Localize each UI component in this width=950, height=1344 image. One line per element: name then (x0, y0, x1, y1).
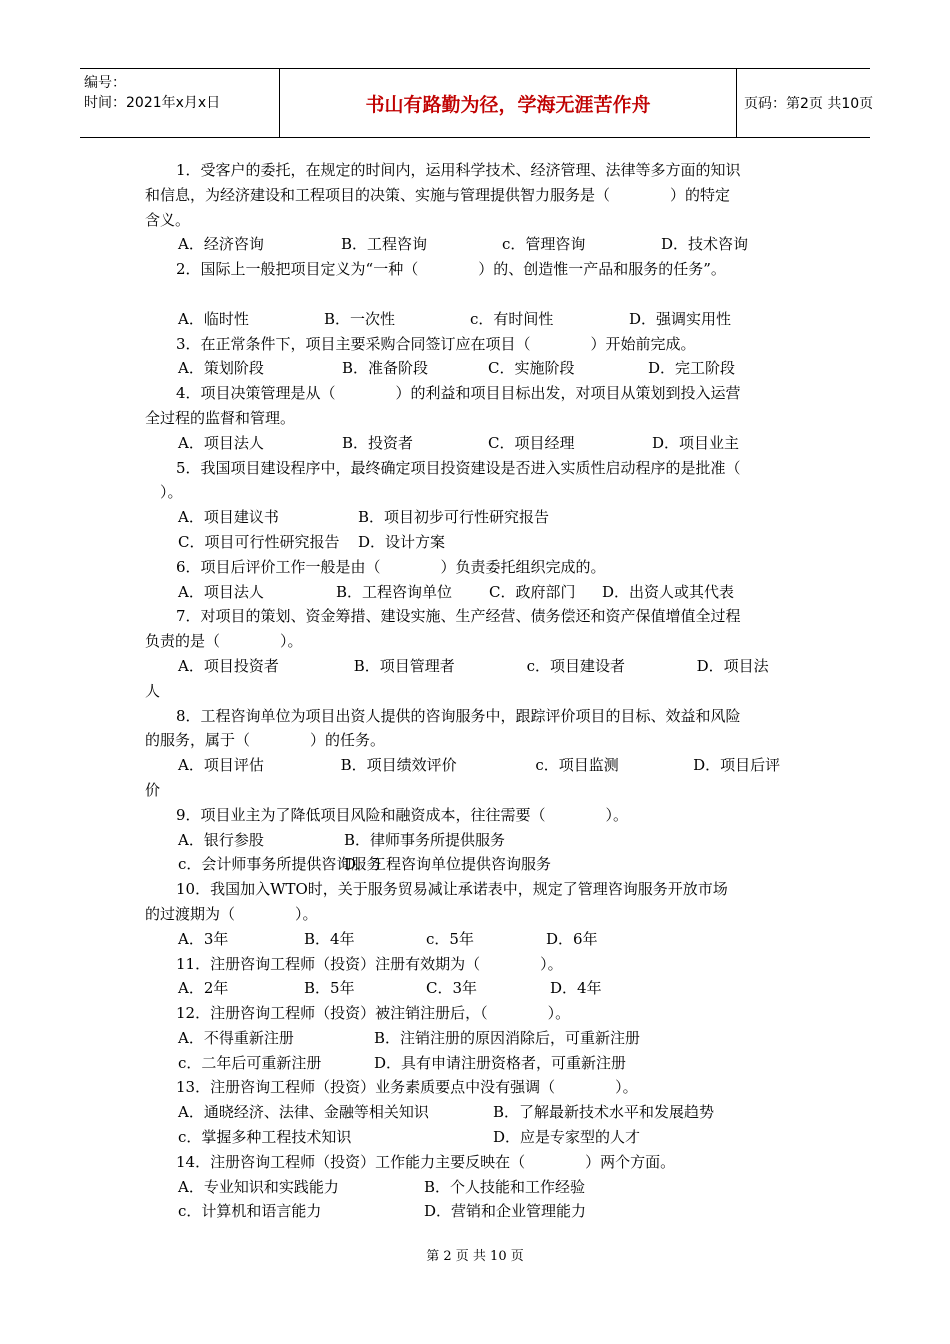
option-item: C．政府部门 (489, 582, 576, 601)
question-14-stem-line: 14．注册咨询工程师（投资）工作能力主要反映在（ ）两个方面。 (176, 1152, 676, 1171)
option-item: A．项目投资者 (178, 656, 279, 675)
question-14-options (145, 1175, 810, 1200)
option-item: B．一次性 (324, 309, 396, 328)
option-item: C．3年 (426, 979, 478, 998)
option-item: D．具有申请注册资格者，可重新注册 (374, 1053, 627, 1072)
option-item: A．2年 (178, 979, 229, 998)
option-item: D．应是专家型的人才 (493, 1128, 641, 1147)
option-item: A．项目评估 (178, 756, 264, 775)
option-item: C．项目经理 (488, 433, 575, 452)
header-meta (80, 69, 280, 137)
question-9-stem-line: 9．项目业主为了降低项目风险和融资成本，往往需要（ ）。 (176, 805, 629, 824)
question-9-options (145, 828, 810, 853)
question-5-stem-line: 5．我国项目建设程序中，最终确定项目投资建设是否进入实质性启动程序的是批准（ (176, 458, 741, 477)
question-12-options (145, 1051, 810, 1076)
option-item: D．出资人或其代表 (602, 582, 735, 601)
option-item: B．4年 (304, 929, 355, 948)
question-5-options (145, 530, 810, 555)
question-4-stem-line: 全过程的监督和管理。 (145, 408, 296, 427)
option-item: D．营销和企业管理能力 (424, 1202, 587, 1221)
question-3-options (145, 356, 810, 381)
question-13-stem-line: 13．注册咨询工程师（投资）业务素质要点中没有强调（ ）。 (176, 1078, 638, 1097)
option-item: D．项目法 (696, 656, 769, 675)
option-item: C．实施阶段 (488, 359, 575, 378)
option-item: c．项目监测 (535, 756, 619, 775)
option-item: A．项目法人 (178, 433, 264, 452)
question-3-stem-line: 3．在正常条件下，项目主要采购合同签订应在项目（ ）开始前完成。 (176, 334, 696, 353)
question-1-stem-line: 含义。 (145, 210, 191, 229)
option-item: D．设计方案 (358, 532, 446, 551)
option-tail: 人 (145, 681, 161, 700)
option-item: D．完工阶段 (648, 359, 736, 378)
option-item: B．律师事务所提供服务 (344, 830, 506, 849)
option-item: B．项目初步可行性研究报告 (358, 508, 550, 527)
question-list (145, 158, 810, 1224)
option-item: B．个人技能和工作经验 (424, 1177, 586, 1196)
option-tail: 价 (145, 780, 161, 799)
option-item: A．项目建议书 (178, 508, 279, 527)
question-6-stem-line: 6．项目后评价工作一般是由（ ）负责委托组织完成的。 (176, 557, 606, 576)
option-item: D．6年 (546, 929, 598, 948)
question-8-options (145, 753, 810, 778)
question-10-stem-line: 的过渡期为（ ）。 (145, 904, 318, 923)
option-item: A．专业知识和实践能力 (178, 1177, 339, 1196)
option-item: C．项目可行性研究报告 (178, 532, 340, 551)
number-label: 编号： (84, 75, 126, 91)
option-item: c．管理咨询 (501, 235, 586, 254)
option-item: A．项目法人 (178, 582, 264, 601)
option-item: c．5年 (426, 929, 474, 948)
option-item: B．项目管理者 (353, 656, 455, 675)
question-14-options (145, 1199, 810, 1224)
date-label: 时间：2021年x月x日 (84, 95, 221, 111)
option-item: B．了解最新技术水平和发展趋势 (493, 1103, 715, 1122)
page-footer: 第 2 页 共 10 页 (426, 1249, 524, 1264)
option-item: c．计算机和语言能力 (178, 1202, 322, 1221)
option-item: A．临时性 (178, 309, 249, 328)
option-item: D．4年 (550, 979, 602, 998)
page-header (80, 68, 874, 138)
question-12-stem-line: 12．注册咨询工程师（投资）被注销注册后，（ ）。 (176, 1004, 571, 1023)
option-item: A．3年 (178, 929, 229, 948)
question-1-options (145, 232, 810, 257)
option-item: A．银行参股 (178, 830, 264, 849)
option-item: B．项目绩效评价 (340, 756, 457, 775)
option-item: B．工程咨询 (340, 235, 427, 254)
option-item: c．项目建设者 (526, 656, 625, 675)
option-item: D．工程咨询单位提供咨询服务 (344, 855, 552, 874)
option-item: A．经济咨询 (178, 235, 264, 254)
question-10-options (145, 927, 810, 952)
question-9-options (145, 852, 810, 877)
question-13-options (145, 1125, 810, 1150)
question-8-stem-line: 的服务，属于（ ）的任务。 (145, 731, 386, 750)
option-item: c．二年后可重新注册 (178, 1053, 322, 1072)
question-7-options (145, 654, 810, 679)
option-item: B．工程咨询单位 (336, 582, 453, 601)
question-7-stem-line: 7．对项目的策划、资金筹措、建设实施、生产经营、债务偿还和资产保值增值全过程 (176, 607, 741, 626)
option-item: B．投资者 (342, 433, 414, 452)
question-2-stem-line: 2．国际上一般把项目定义为“一种（ ）的、创造惟一产品和服务的任务”。 (176, 260, 726, 279)
question-5-stem-line: ）。 (145, 483, 183, 502)
question-10-stem-line: 10．我国加入WTO时，关于服务贸易减让承诺表中，规定了管理咨询服务开放市场 (176, 880, 728, 899)
question-7-stem-line: 负责的是（ ）。 (145, 632, 303, 651)
option-item: A．不得重新注册 (178, 1028, 294, 1047)
option-item: D．项目业主 (652, 433, 740, 452)
header-page-info: 页码：第2页 共10页 (744, 96, 874, 112)
question-2-options (145, 307, 810, 332)
option-item: A．策划阶段 (178, 359, 264, 378)
question-11-options (145, 976, 810, 1001)
option-item: D．强调实用性 (629, 309, 732, 328)
option-item: c．有时间性 (470, 309, 554, 328)
question-1-stem-line: 1．受客户的委托，在规定的时间内，运用科学技术、经济管理、法律等多方面的知识 (176, 161, 741, 179)
question-12-options (145, 1026, 810, 1051)
question-6-options (145, 580, 810, 605)
option-item: c．会计师事务所提供咨询服务 (178, 855, 382, 874)
blank-line (145, 282, 810, 307)
header-motto: 书山有路勤为径，学海无涯苦作舟 (280, 69, 737, 137)
question-5-options (145, 505, 810, 530)
option-item: A．通晓经济、法律、金融等相关知识 (178, 1103, 429, 1122)
option-item: D．技术咨询 (660, 235, 748, 254)
question-11-stem-line: 11．注册咨询工程师（投资）注册有效期为（ ）。 (176, 954, 563, 973)
option-item: D．项目后评 (693, 756, 781, 775)
option-item: B．准备阶段 (342, 359, 429, 378)
question-1-stem-line: 和信息，为经济建设和工程项目的决策、实施与管理提供智力服务是（ ）的特定 (145, 185, 731, 204)
question-8-stem-line: 8．工程咨询单位为项目出资人提供的咨询服务中，跟踪评价项目的目标、效益和风险 (176, 706, 741, 725)
question-13-options (145, 1100, 810, 1125)
option-item: c．掌握多种工程技术知识 (178, 1128, 352, 1147)
option-item: B．5年 (304, 979, 355, 998)
question-4-options (145, 431, 810, 456)
option-item: B．注销注册的原因消除后，可重新注册 (374, 1028, 641, 1047)
question-4-stem-line: 4．项目决策管理是从（ ）的利益和项目目标出发，对项目从策划到投入运营 (176, 384, 741, 403)
